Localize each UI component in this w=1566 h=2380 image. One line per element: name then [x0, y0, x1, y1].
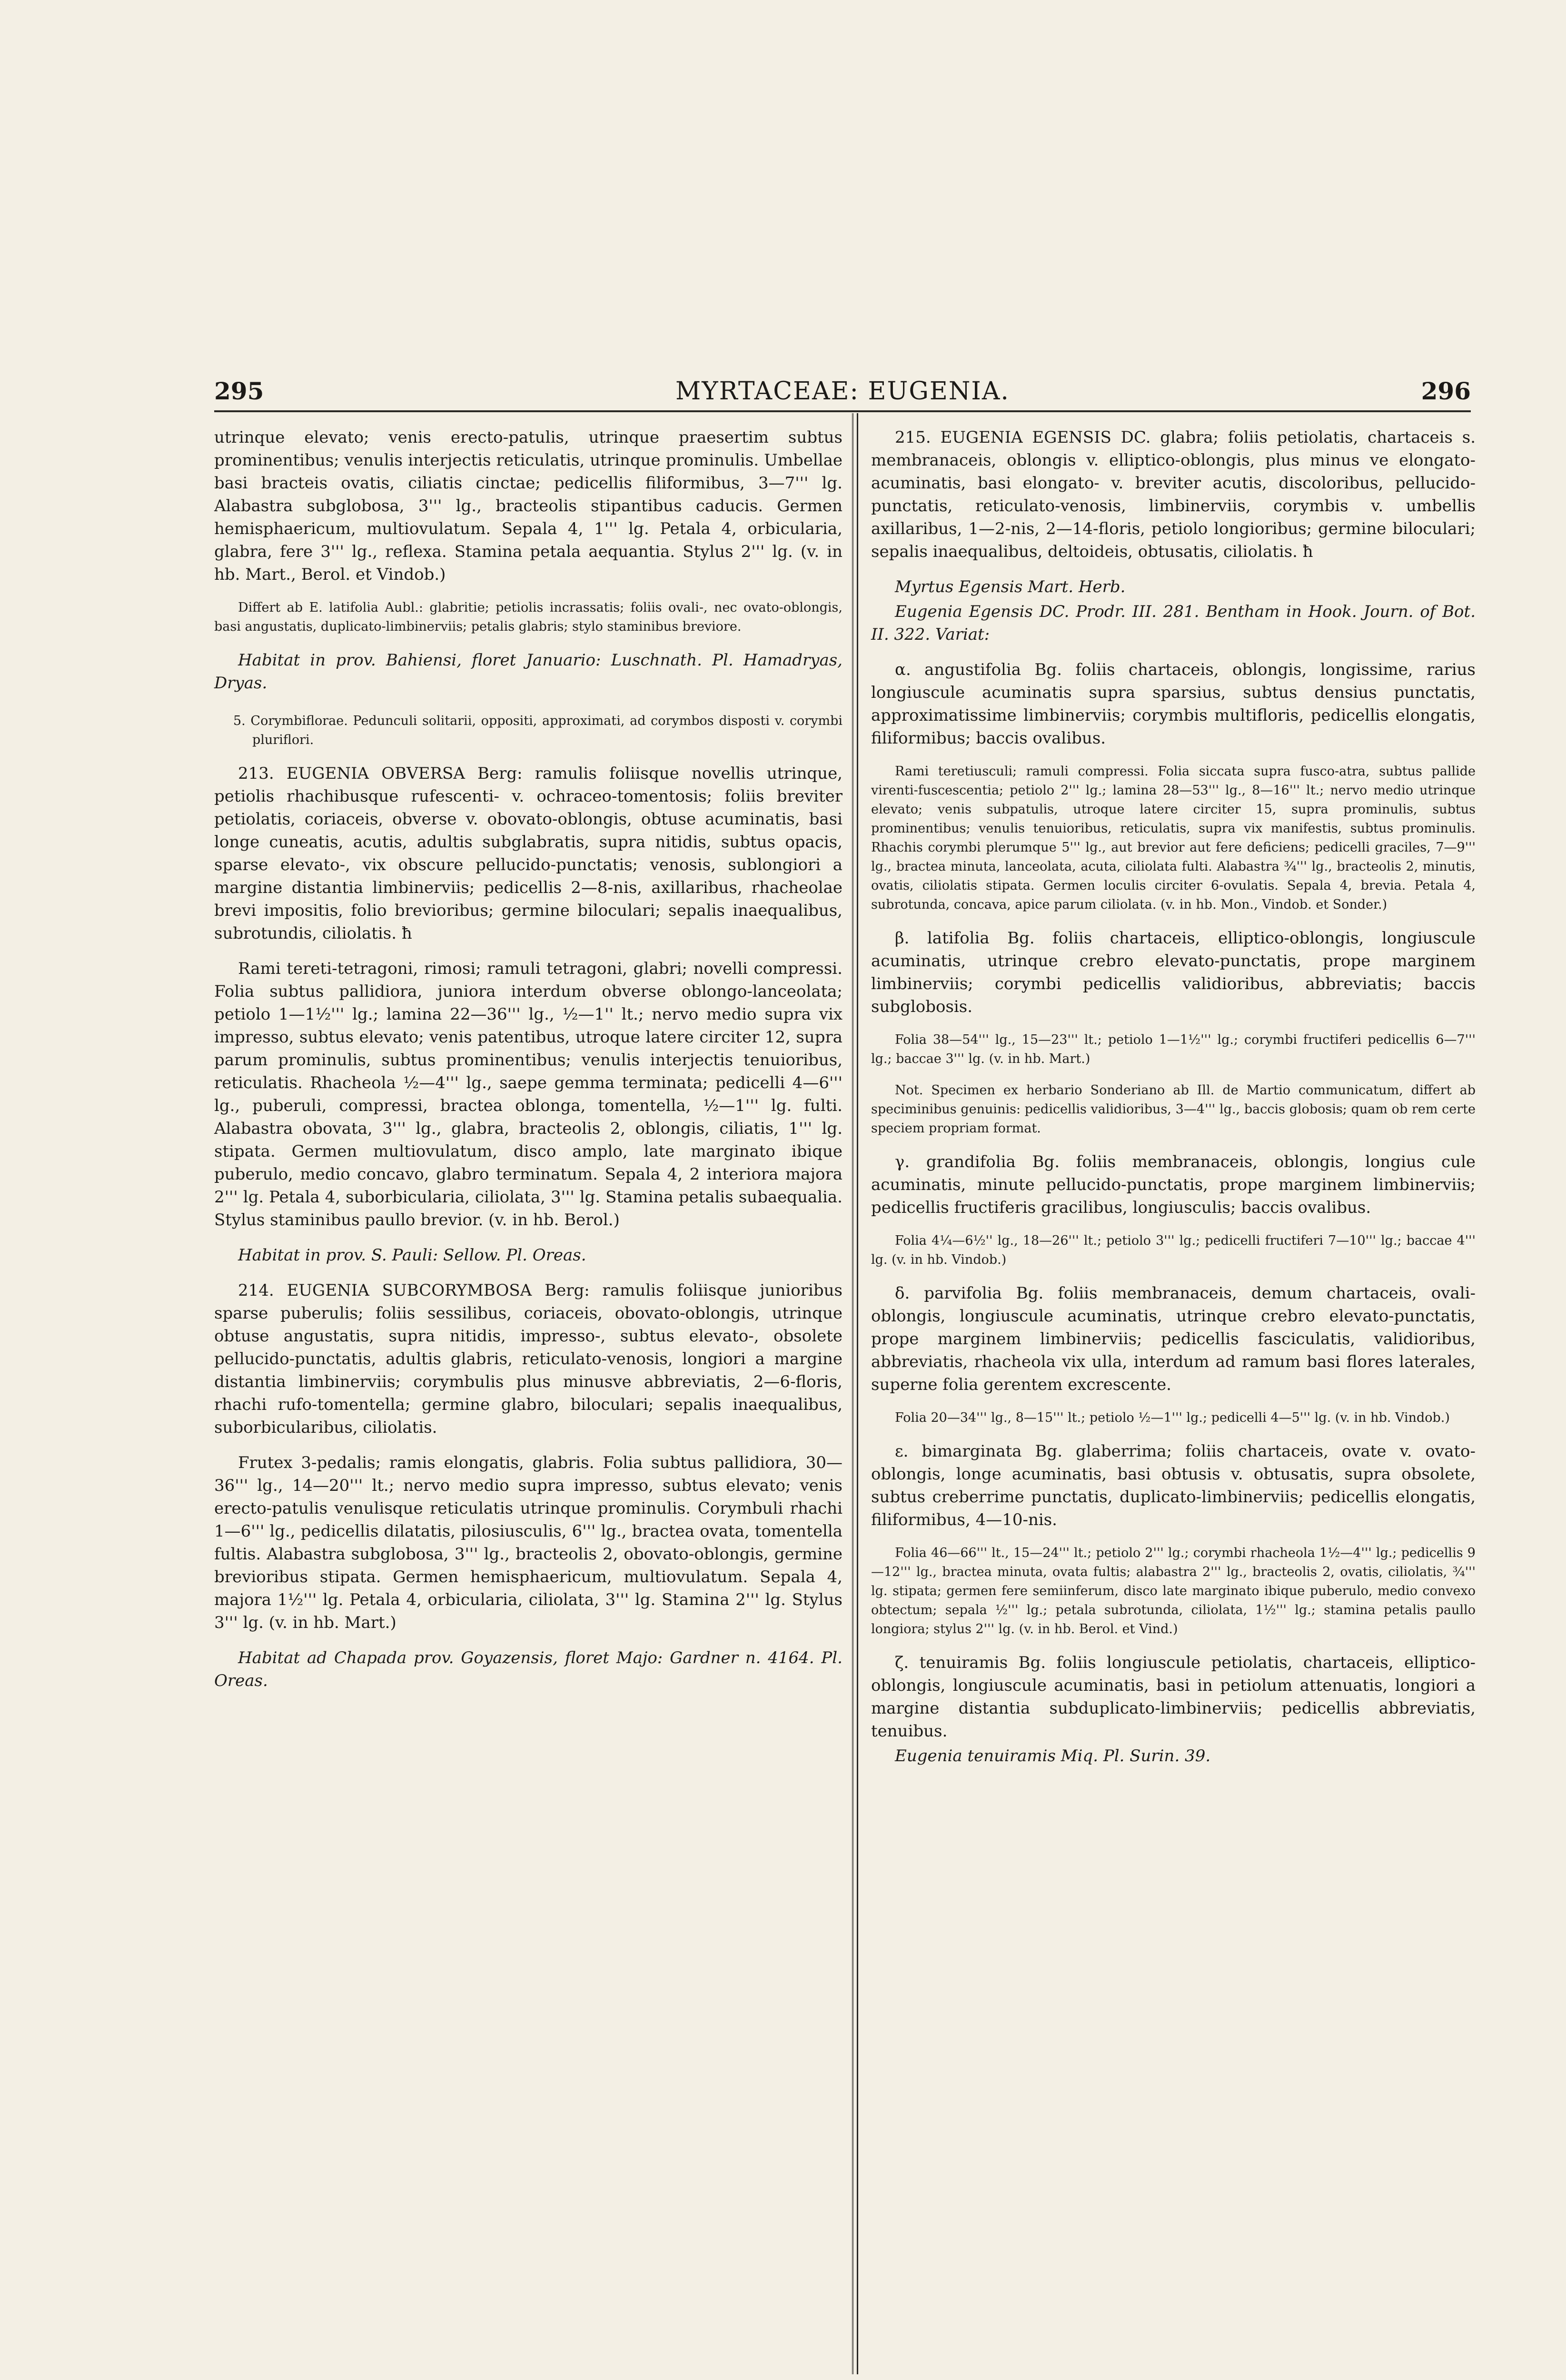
header-rule: [214, 410, 1471, 412]
left-habitat: Habitat in prov. S. Pauli: Sellow. Pl. Oreas.: [238, 1246, 586, 1265]
page-header: [214, 377, 1471, 410]
left-note: Differt ab E. latifolia Aubl.: glabritie; petiolis incrassatis; foliis ovali-, nec ovato-oblongis, basi angustatis, duplicato-limbinerviis; petalis glabris; stylo staminibus breviore.: [214, 600, 842, 634]
right-variety-delta: δ. parvifolia Bg. foliis membranaceis, demum chartaceis, ovali-oblongis, longiuscule acuminatis, utrinque crebro elevato-punctatis, prope marginem limbinerviis; pedicellis fasciculatis, validioribus, abbreviatis, rhacheola vix ulla, interdum ad ramum basi flores laterales, superne folia gerentem excrescente.: [871, 1284, 1476, 1394]
column-divider: [852, 413, 853, 2374]
left-description: Frutex 3-pedalis; ramis elongatis, glabris. Folia subtus pallidiora, 30—36''' lg., 14—20''' lt.; nervo medio supra impresso, subtus elevato; venis erecto-patulis venulisque reticulatis utrinque prominulis. Corymbuli rhachi 1—6''' lg., pedicellis dilatatis, pilosiusculis, 6''' lg., bractea ovata, tomentella fultis. Alabastra subglobosa, 3''' lg., bracteolis 2, obovato-oblongis, germine brevioribus stipata. Germen hemisphaericum, multiovulatum. Sepala 4, majora 1½''' lg. Petala 4, orbicularia, ciliolata, 3''' lg. Stamina 2''' lg. Stylus 3''' lg. (v. in hb. Mart.): [214, 1453, 842, 1632]
right-column: [871, 426, 1476, 1780]
right-description: Folia 4¼—6½'' lg., 18—26''' lt.; petiolo 3''' lg.; pedicelli fructiferi 7—10''' lg.; baccae 4''' lg. (v. in hb. Vindob.): [871, 1233, 1476, 1267]
left-description: Rami tereti-tetragoni, rimosi; ramuli tetragoni, glabri; novelli compressi. Folia subtus pallidiora, juniora interdum obverse oblongo-lanceolata; petiolo 1—1½''' lg.; lamina 22—36''' lg., ½—1'' lt.; nervo medio supra vix impresso, subtus elevato; venis patentibus, utroque latere circiter 12, supra parum prominulis, subtus prominentibus; venulis interjectis tenuioribus, reticulatis. Rhacheola ½—4''' lg., saepe gemma terminata; pedicelli 4—6''' lg., puberuli, compressi, bractea oblonga, tomentella, ½—1''' lg. fulti. Alabastra obovata, 3''' lg., glabra, bracteolis 2, oblongis, ciliatis, 1''' lg. stipata. Germen multiovulatum, disco amplo, late marginato ibique puberulo, medio concavo, glabro terminatum. Sepala 4, 2 interiora majora 2''' lg. Petala 4, suborbicularia, ciliolata, 3''' lg. Stamina petalis subaequalia. Stylus staminibus paullo brevior. (v. in hb. Berol.): [214, 959, 842, 1230]
right-description: Rami teretiusculi; ramuli compressi. Folia siccata supra fusco-atra, subtus pallide virenti-fuscescentia; petiolo 2''' lg.; lamina 28—53''' lg., 8—16''' lt.; nervo medio utrinque elevato; venis subpatulis, utroque latere circiter 15, supra prominulis, subtus prominentibus; venulis tenuioribus, reticulatis, supra vix manifestis, subtus prominulis. Rhachis corymbi plerumque 5''' lg., aut brevior aut fere deficiens; pedicelli graciles, 7—9''' lg., bractea minuta, lanceolata, acuta, ciliolata fulti. Alabastra ¾''' lg., bracteolis 2, minutis, ovatis, ciliolatis stipata. Germen loculis circiter 6-ovulatis. Sepala 4, brevia. Petala 4, subrotunda, concava, apice parum ciliolata. (v. in hb. Mon., Vindob. et Sonder.): [871, 764, 1476, 912]
right-variety-beta: β. latifolia Bg. foliis chartaceis, elliptico-oblongis, longiuscule acuminatis, utrinque crebro elevato-punctatis, prope marginem limbinerviis; corymbi pedicellis validioribus, abbreviatis; baccis subglobosis.: [871, 929, 1476, 1016]
right-description: Folia 46—66''' lt., 15—24''' lt.; petiolo 2''' lg.; corymbi rhacheola 1½—4''' lg.; pedicellis 9—12''' lg., bractea minuta, ovata fultis; alabastra 2''' lg., bracteolis 2, ovatis, ciliolatis, ¾''' lg. stipata; germen fere semiinferum, disco late marginato ibique puberulo, medio convexo obtectum; sepala ½''' lg.; petala subrotunda, ciliolata, 1½''' lg.; stamina petalis paullo longiora; stylus 2''' lg. (v. in hb. Berol. et Vind.): [871, 1546, 1476, 1636]
page-number-left: 295: [214, 377, 264, 405]
right-description: Folia 20—34''' lg., 8—15''' lt.; petiolo ½—1''' lg.; pedicelli 4—5''' lg. (v. in hb. Vindob.): [895, 1410, 1450, 1425]
left-column: [214, 426, 842, 1705]
right-variety-zeta: ζ. tenuiramis Bg. foliis longiuscule petiolatis, chartaceis, elliptico-oblongis, longiuscule acuminatis, basi in petiolum attenuatis, longiori a margine distantia subduplicato-limbinerviis; pedicellis abbreviatis, tenuibus.: [871, 1653, 1476, 1741]
left-paragraph: utrinque elevato; venis erecto-patulis, utrinque praesertim subtus prominentibus; venulis interjectis reticulatis, utrinque prominulis. Umbellae basi bracteis ovatis, ciliatis cinctae; pedicellis filiformibus, 3—7''' lg. Alabastra subglobosa, 3''' lg., bracteolis stipantibus caducis. Germen hemisphaericum, multiovulatum. Sepala 4, 1''' lg. Petala 4, orbicularia, glabra, fere 3''' lg., reflexa. Stamina petala aequantia. Stylus 2''' lg. (v. in hb. Mart., Berol. et Vindob.): [214, 428, 842, 584]
right-variety-gamma: γ. grandifolia Bg. foliis membranaceis, oblongis, longius cule acuminatis, minute pellucido-punctatis, prope marginem limbinerviis; pedicellis fructiferis gracilibus, longiusculis; baccis ovalibus.: [871, 1152, 1476, 1217]
right-variety-alpha: α. angustifolia Bg. foliis chartaceis, oblongis, longissime, rarius longiuscule acuminatis supra sparsius, subtus densius punctatis, approximatissime limbinerviis; corymbis multifloris, pedicellis elongatis, filiformibus; baccis ovalibus.: [871, 660, 1476, 748]
column-divider-inner: [857, 413, 858, 2374]
right-species-215: 215. EUGENIA EGENSIS DC. glabra; foliis petiolatis, chartaceis s. membranaceis, oblongis v. elliptico-oblongis, plus minus ve elongato-acuminatis, basi elongato- v. breviter acutis, discoloribus, pellucido-punctatis, reticulato-venosis, limbinerviis, corymbis v. umbellis axillaribus, 1—2-nis, 2—14-floris, petiolo longioribus; germine biloculari; sepalis inaequalibus, deltoideis, obtusatis, ciliolatis. ħ: [871, 428, 1476, 561]
right-note: Not. Specimen ex herbario Sonderiano ab Ill. de Martio communicatum, differt ab speciminibus genuinis: pedicellis validioribus, 3—4''' lg., baccis globosis; quam ob rem certe speciem propriam format.: [871, 1083, 1476, 1136]
right-variety-epsilon: ε. bimarginata Bg. glaberrima; foliis chartaceis, ovate v. ovato-oblongis, longe acuminatis, basi obtusis v. obtusatis, supra obsolete, subtus creberrime punctatis, duplicato-limbinerviis; pedicellis elongatis, filiformibus, 4—10-nis.: [871, 1442, 1476, 1529]
left-species-214: 214. EUGENIA SUBCORYMBOSA Berg: ramulis foliisque junioribus sparse puberulis; foliis sessilibus, coriaceis, obovato-oblongis, utrinque obtuse angustatis, supra nitidis, impresso-, subtus elevato-, obsolete pellucido-punctatis, adultis glabris, reticulato-venosis, longiori a margine distantia limbinerviis; corymbulis plus minusve abbreviatis, 2—6-floris, rhachi rufo-tomentella; germine glabro, biloculari; sepalis inaequalibus, suborbicularibus, ciliolatis.: [214, 1281, 842, 1437]
right-description: Folia 38—54''' lg., 15—23''' lt.; petiolo 1—1½''' lg.; corymbi fructiferi pedicellis 6—7''' lg.; baccae 3''' lg. (v. in hb. Mart.): [871, 1032, 1476, 1066]
left-habitat: Habitat ad Chapada prov. Goyazensis, floret Majo: Gardner n. 4164. Pl. Oreas.: [214, 1648, 842, 1690]
page-number-right: 296: [1421, 377, 1471, 405]
right-synonym: Myrtus Egensis Mart. Herb.: [895, 577, 1126, 596]
running-title: MYRTACEAE: EUGENIA.: [675, 377, 1010, 406]
left-habitat: Habitat in prov. Bahiensi, floret Januario: Luschnath. Pl. Hamadryas, Dryas.: [214, 651, 842, 693]
right-synonym: Eugenia Egensis DC. Prodr. III. 281. Bentham in Hook. Journ. of Bot. II. 322. Variat:: [871, 602, 1476, 644]
left-section-heading: 5. Corymbiflorae. Pedunculi solitarii, oppositi, approximati, ad corymbos disposti v. corymbi pluriflori.: [233, 714, 842, 747]
left-species-213: 213. EUGENIA OBVERSA Berg: ramulis foliisque novellis utrinque, petiolis rhachibusque rufescenti- v. ochraceo-tomentosis; foliis breviter petiolatis, coriaceis, obverse v. obovato-oblongis, obtuse acuminatis, basi longe cuneatis, acutis, adultis subglabratis, supra nitidis, subtus opacis, sparse elevato-, vix obscure pellucido-punctatis; venosis, sublongiori a margine distantia limbinerviis; pedicellis 2—8-nis, axillaribus, rhacheolae brevi impositis, folio brevioribus; germine biloculari; sepalis inaequalibus, subrotundis, ciliolatis. ħ: [214, 764, 842, 943]
right-synonym: Eugenia tenuiramis Miq. Pl. Surin. 39.: [895, 1746, 1211, 1765]
